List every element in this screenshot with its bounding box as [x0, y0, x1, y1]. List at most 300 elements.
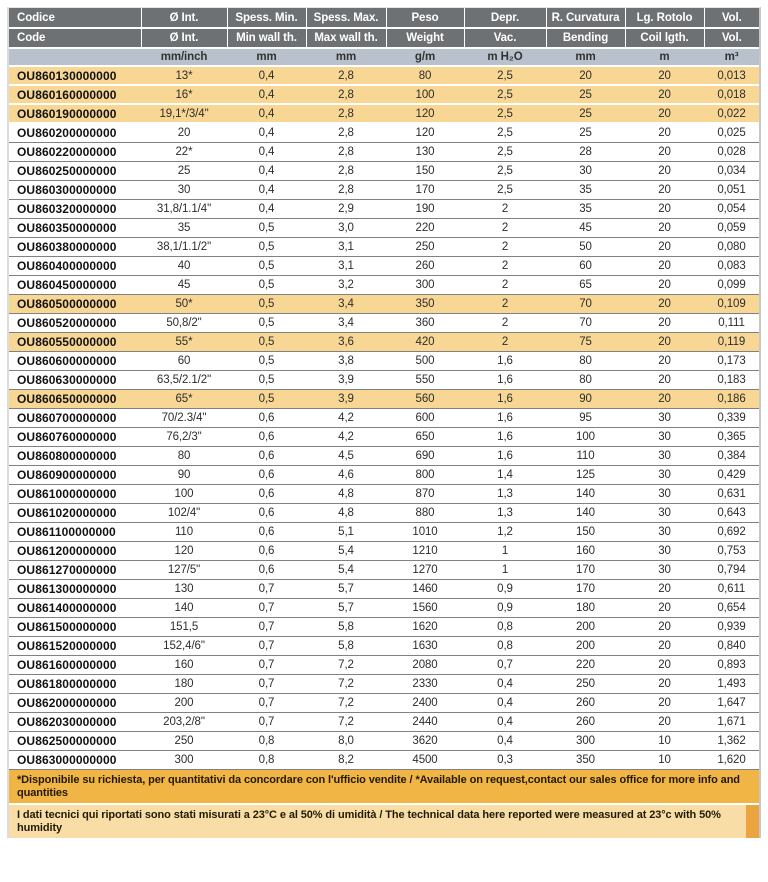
- cell-value: 70: [546, 294, 625, 313]
- cell-value: 20: [625, 370, 704, 389]
- table-row: [9, 712, 759, 731]
- cell-value: 1,6: [464, 389, 546, 408]
- cell-value: 420: [386, 332, 464, 351]
- cell-value: 30: [546, 161, 625, 180]
- cell-value: 5,1: [306, 522, 386, 541]
- cell-value: 170: [546, 560, 625, 579]
- cell-value: 200: [546, 636, 625, 655]
- cell-value: 0,018: [704, 85, 759, 104]
- cell-value: 20: [625, 218, 704, 237]
- cell-value: 140: [546, 484, 625, 503]
- cell-value: 2: [464, 313, 546, 332]
- cell-code: OU861000000000: [9, 484, 141, 503]
- cell-value: 260: [546, 693, 625, 712]
- cell-value: 1,647: [704, 693, 759, 712]
- table-row: [9, 750, 759, 769]
- cell-value: 2,5: [464, 142, 546, 161]
- cell-value: 35: [141, 218, 227, 237]
- cell-value: 0,4: [227, 123, 306, 142]
- column-header: Vac.: [464, 28, 546, 48]
- table-row: [9, 693, 759, 712]
- cell-code: OU861020000000: [9, 503, 141, 522]
- cell-value: 0,119: [704, 332, 759, 351]
- cell-code: OU860900000000: [9, 465, 141, 484]
- cell-value: 0,5: [227, 218, 306, 237]
- table-row: [9, 636, 759, 655]
- cell-value: 7,2: [306, 674, 386, 693]
- cell-value: 0,654: [704, 598, 759, 617]
- table-row: [9, 541, 759, 560]
- cell-value: 30: [625, 465, 704, 484]
- cell-value: 80: [546, 351, 625, 370]
- cell-value: 20: [625, 180, 704, 199]
- cell-value: 300: [546, 731, 625, 750]
- cell-value: 0,4: [464, 731, 546, 750]
- cell-value: 0,4: [227, 180, 306, 199]
- cell-value: 5,7: [306, 598, 386, 617]
- cell-value: 127/5": [141, 560, 227, 579]
- cell-value: 20: [625, 275, 704, 294]
- cell-value: 0,6: [227, 541, 306, 560]
- cell-value: 0,339: [704, 408, 759, 427]
- cell-value: 0,8: [227, 731, 306, 750]
- cell-code: OU860350000000: [9, 218, 141, 237]
- cell-code: OU861300000000: [9, 579, 141, 598]
- cell-value: 3,8: [306, 351, 386, 370]
- header-row-italian: [9, 8, 759, 28]
- cell-code: OU860220000000: [9, 142, 141, 161]
- cell-value: 1270: [386, 560, 464, 579]
- cell-value: 20: [625, 351, 704, 370]
- cell-value: 3,4: [306, 313, 386, 332]
- note-availability: *Disponibile su richiesta, per quantitativi da concordare con l'ufficio vendite / *Available on request,contact our sales office for more info and quantities: [9, 770, 759, 805]
- cell-value: 110: [546, 446, 625, 465]
- column-header: Max wall th.: [306, 28, 386, 48]
- cell-value: 20: [625, 123, 704, 142]
- cell-value: 0,365: [704, 427, 759, 446]
- cell-code: OU861100000000: [9, 522, 141, 541]
- cell-code: OU861400000000: [9, 598, 141, 617]
- cell-value: 500: [386, 351, 464, 370]
- cell-value: 80: [546, 370, 625, 389]
- cell-value: 0,939: [704, 617, 759, 636]
- cell-value: 20: [625, 674, 704, 693]
- cell-value: 0,893: [704, 655, 759, 674]
- cell-value: 0,173: [704, 351, 759, 370]
- cell-value: 0,8: [464, 617, 546, 636]
- cell-code: OU860380000000: [9, 237, 141, 256]
- table-row: [9, 332, 759, 351]
- cell-value: 90: [546, 389, 625, 408]
- cell-value: 20: [625, 237, 704, 256]
- cell-value: 8,2: [306, 750, 386, 769]
- cell-value: 30: [141, 180, 227, 199]
- cell-value: 28: [546, 142, 625, 161]
- cell-value: 30: [625, 503, 704, 522]
- cell-value: 250: [141, 731, 227, 750]
- cell-value: 550: [386, 370, 464, 389]
- cell-value: 38,1/1.1/2": [141, 237, 227, 256]
- cell-value: 25: [141, 161, 227, 180]
- cell-value: 0,8: [227, 750, 306, 769]
- table-row: [9, 66, 759, 85]
- cell-value: 0,4: [464, 674, 546, 693]
- cell-value: 7,2: [306, 693, 386, 712]
- cell-value: 2,8: [306, 142, 386, 161]
- cell-value: 0,794: [704, 560, 759, 579]
- cell-value: 1630: [386, 636, 464, 655]
- cell-value: 35: [546, 180, 625, 199]
- cell-value: 1,3: [464, 503, 546, 522]
- table-row: [9, 123, 759, 142]
- column-unit: m: [625, 48, 704, 66]
- cell-value: 30: [625, 484, 704, 503]
- cell-value: 5,4: [306, 560, 386, 579]
- cell-code: OU860190000000: [9, 104, 141, 123]
- cell-value: 0,6: [227, 522, 306, 541]
- cell-code: OU862000000000: [9, 693, 141, 712]
- cell-value: 1010: [386, 522, 464, 541]
- cell-value: 3,0: [306, 218, 386, 237]
- column-unit: m³: [704, 48, 759, 66]
- cell-value: 0,054: [704, 199, 759, 218]
- cell-value: 30: [625, 408, 704, 427]
- column-header: Coil lgth.: [625, 28, 704, 48]
- cell-value: 70/2.3/4": [141, 408, 227, 427]
- cell-value: 130: [141, 579, 227, 598]
- cell-value: 360: [386, 313, 464, 332]
- cell-value: 180: [141, 674, 227, 693]
- cell-value: 2,5: [464, 180, 546, 199]
- cell-value: 250: [546, 674, 625, 693]
- cell-code: OU861500000000: [9, 617, 141, 636]
- cell-value: 0,7: [227, 655, 306, 674]
- table-row: [9, 522, 759, 541]
- cell-value: 800: [386, 465, 464, 484]
- cell-value: 2: [464, 237, 546, 256]
- column-header: Depr.: [464, 8, 546, 28]
- cell-value: 152,4/6": [141, 636, 227, 655]
- cell-value: 20: [625, 712, 704, 731]
- cell-value: 200: [141, 693, 227, 712]
- cell-value: 4,8: [306, 484, 386, 503]
- cell-code: OU860250000000: [9, 161, 141, 180]
- cell-value: 0,643: [704, 503, 759, 522]
- cell-value: 2,5: [464, 85, 546, 104]
- table-row: [9, 370, 759, 389]
- cell-value: 20: [625, 655, 704, 674]
- table-row: [9, 218, 759, 237]
- cell-value: 2,8: [306, 123, 386, 142]
- cell-code: OU860160000000: [9, 85, 141, 104]
- cell-value: 25: [546, 85, 625, 104]
- cell-code: OU860520000000: [9, 313, 141, 332]
- cell-value: 0,109: [704, 294, 759, 313]
- table-header: [9, 8, 759, 66]
- cell-value: 0,7: [227, 579, 306, 598]
- cell-value: 65*: [141, 389, 227, 408]
- table-row: [9, 446, 759, 465]
- cell-value: 60: [141, 351, 227, 370]
- cell-value: 1460: [386, 579, 464, 598]
- cell-value: 160: [546, 541, 625, 560]
- cell-value: 3,2: [306, 275, 386, 294]
- cell-code: OU861800000000: [9, 674, 141, 693]
- cell-value: 560: [386, 389, 464, 408]
- cell-value: 16*: [141, 85, 227, 104]
- cell-code: OU860300000000: [9, 180, 141, 199]
- cell-value: 4,5: [306, 446, 386, 465]
- cell-value: 75: [546, 332, 625, 351]
- cell-value: 870: [386, 484, 464, 503]
- cell-value: 45: [141, 275, 227, 294]
- cell-value: 5,8: [306, 617, 386, 636]
- cell-code: OU863000000000: [9, 750, 141, 769]
- note-measurement: [9, 805, 759, 838]
- table-row: [9, 142, 759, 161]
- cell-value: 19,1*/3/4": [141, 104, 227, 123]
- cell-value: 2: [464, 294, 546, 313]
- cell-value: 4,2: [306, 427, 386, 446]
- cell-value: 1,4: [464, 465, 546, 484]
- cell-value: 1: [464, 560, 546, 579]
- cell-value: 0,4: [227, 199, 306, 218]
- table-row: [9, 161, 759, 180]
- cell-value: 2,8: [306, 161, 386, 180]
- column-header: Lg. Rotolo: [625, 8, 704, 28]
- cell-value: 3620: [386, 731, 464, 750]
- cell-value: 690: [386, 446, 464, 465]
- cell-value: 0,4: [227, 85, 306, 104]
- column-header: Bending: [546, 28, 625, 48]
- table-row: [9, 465, 759, 484]
- cell-code: OU860400000000: [9, 256, 141, 275]
- cell-value: 190: [386, 199, 464, 218]
- cell-value: 1,671: [704, 712, 759, 731]
- table-row: [9, 199, 759, 218]
- cell-value: 600: [386, 408, 464, 427]
- cell-value: 100: [546, 427, 625, 446]
- cell-value: 4,8: [306, 503, 386, 522]
- cell-value: 63,5/2.1/2": [141, 370, 227, 389]
- cell-value: 50: [546, 237, 625, 256]
- cell-value: 7,2: [306, 655, 386, 674]
- cell-value: 30: [625, 427, 704, 446]
- cell-value: 0,7: [464, 655, 546, 674]
- cell-value: 650: [386, 427, 464, 446]
- cell-value: 170: [386, 180, 464, 199]
- cell-value: 0,7: [227, 693, 306, 712]
- cell-value: 160: [141, 655, 227, 674]
- column-unit: mm: [306, 48, 386, 66]
- cell-value: 0,429: [704, 465, 759, 484]
- cell-value: 0,753: [704, 541, 759, 560]
- cell-value: 0,4: [464, 712, 546, 731]
- column-unit: g/m: [386, 48, 464, 66]
- column-header: Weight: [386, 28, 464, 48]
- column-unit: mm/inch: [141, 48, 227, 66]
- cell-value: 0,7: [227, 636, 306, 655]
- cell-value: 0,6: [227, 465, 306, 484]
- cell-value: 30: [625, 541, 704, 560]
- cell-value: 2: [464, 275, 546, 294]
- cell-value: 0,051: [704, 180, 759, 199]
- cell-code: OU860130000000: [9, 66, 141, 85]
- cell-value: 25: [546, 104, 625, 123]
- cell-value: 5,8: [306, 636, 386, 655]
- cell-value: 300: [141, 750, 227, 769]
- table-row: [9, 408, 759, 427]
- cell-value: 2,5: [464, 123, 546, 142]
- cell-code: OU860760000000: [9, 427, 141, 446]
- cell-value: 150: [386, 161, 464, 180]
- cell-value: 13*: [141, 66, 227, 85]
- note-measurement-text: I dati tecnici qui riportati sono stati misurati a 23°C e al 50% di umidità / The technical data here reported were measured at 23°c with 50% humidity: [17, 808, 721, 834]
- cell-value: 3,1: [306, 256, 386, 275]
- cell-value: 0,7: [227, 712, 306, 731]
- cell-value: 0,4: [227, 161, 306, 180]
- column-header: Code: [9, 28, 141, 48]
- table-row: [9, 655, 759, 674]
- table-row: [9, 275, 759, 294]
- table-row: [9, 313, 759, 332]
- note-right-cap-decoration: [746, 805, 759, 838]
- cell-code: OU861520000000: [9, 636, 141, 655]
- cell-value: 120: [141, 541, 227, 560]
- cell-value: 20: [625, 617, 704, 636]
- cell-value: 350: [386, 294, 464, 313]
- column-unit: m H₂O: [464, 48, 546, 66]
- cell-code: OU862030000000: [9, 712, 141, 731]
- cell-code: OU860700000000: [9, 408, 141, 427]
- column-header: Ø Int.: [141, 28, 227, 48]
- cell-value: 20: [141, 123, 227, 142]
- cell-value: 7,2: [306, 712, 386, 731]
- cell-value: 2,8: [306, 66, 386, 85]
- cell-value: 0,9: [464, 598, 546, 617]
- cell-value: 1,2: [464, 522, 546, 541]
- cell-value: 0,5: [227, 294, 306, 313]
- cell-value: 0,022: [704, 104, 759, 123]
- cell-value: 0,6: [227, 408, 306, 427]
- cell-value: 2,8: [306, 85, 386, 104]
- column-header: Peso: [386, 8, 464, 28]
- cell-value: 0,4: [227, 142, 306, 161]
- cell-value: 20: [625, 85, 704, 104]
- cell-value: 20: [625, 313, 704, 332]
- cell-value: 151,5: [141, 617, 227, 636]
- table-row: [9, 503, 759, 522]
- cell-value: 0,631: [704, 484, 759, 503]
- cell-value: 1,6: [464, 408, 546, 427]
- cell-code: OU860450000000: [9, 275, 141, 294]
- cell-value: 2: [464, 218, 546, 237]
- cell-value: 4,6: [306, 465, 386, 484]
- table-row: [9, 294, 759, 313]
- table-row: [9, 351, 759, 370]
- cell-value: 0,6: [227, 560, 306, 579]
- cell-value: 20: [625, 294, 704, 313]
- cell-value: 45: [546, 218, 625, 237]
- cell-value: 2440: [386, 712, 464, 731]
- cell-value: 35: [546, 199, 625, 218]
- cell-value: 0,028: [704, 142, 759, 161]
- cell-value: 20: [625, 579, 704, 598]
- cell-value: 120: [386, 104, 464, 123]
- table-row: [9, 579, 759, 598]
- cell-value: 20: [625, 199, 704, 218]
- cell-value: 20: [625, 636, 704, 655]
- cell-value: 0,6: [227, 484, 306, 503]
- column-unit: [9, 48, 141, 66]
- cell-code: OU860550000000: [9, 332, 141, 351]
- cell-value: 125: [546, 465, 625, 484]
- table-row: [9, 85, 759, 104]
- cell-value: 0,4: [464, 693, 546, 712]
- cell-value: 3,9: [306, 370, 386, 389]
- cell-code: OU860600000000: [9, 351, 141, 370]
- cell-value: 140: [546, 503, 625, 522]
- cell-value: 2,8: [306, 104, 386, 123]
- column-header: Ø Int.: [141, 8, 227, 28]
- cell-value: 22*: [141, 142, 227, 161]
- cell-value: 1,6: [464, 427, 546, 446]
- cell-value: 2: [464, 256, 546, 275]
- cell-value: 1,493: [704, 674, 759, 693]
- cell-value: 1560: [386, 598, 464, 617]
- cell-value: 20: [546, 66, 625, 85]
- cell-value: 0,840: [704, 636, 759, 655]
- table-row: [9, 427, 759, 446]
- cell-value: 1,3: [464, 484, 546, 503]
- column-header: Spess. Max.: [306, 8, 386, 28]
- cell-value: 0,111: [704, 313, 759, 332]
- spec-table-wrap: [7, 7, 761, 838]
- table-row: [9, 617, 759, 636]
- cell-value: 0,080: [704, 237, 759, 256]
- cell-value: 2080: [386, 655, 464, 674]
- cell-value: 10: [625, 731, 704, 750]
- cell-value: 30: [625, 522, 704, 541]
- cell-value: 0,4: [227, 66, 306, 85]
- cell-value: 0,183: [704, 370, 759, 389]
- cell-value: 90: [141, 465, 227, 484]
- cell-code: OU861270000000: [9, 560, 141, 579]
- cell-value: 80: [141, 446, 227, 465]
- cell-value: 140: [141, 598, 227, 617]
- cell-value: 20: [625, 161, 704, 180]
- cell-value: 300: [386, 275, 464, 294]
- cell-value: 0,5: [227, 275, 306, 294]
- cell-value: 1,6: [464, 446, 546, 465]
- cell-value: 0,384: [704, 446, 759, 465]
- cell-value: 880: [386, 503, 464, 522]
- cell-value: 0,059: [704, 218, 759, 237]
- cell-value: 0,3: [464, 750, 546, 769]
- cell-value: 250: [386, 237, 464, 256]
- table-row: [9, 237, 759, 256]
- cell-value: 2,8: [306, 180, 386, 199]
- cell-value: 10: [625, 750, 704, 769]
- cell-value: 100: [386, 85, 464, 104]
- table-body: [9, 66, 759, 769]
- cell-value: 1,6: [464, 351, 546, 370]
- table-row: [9, 674, 759, 693]
- cell-value: 0,5: [227, 351, 306, 370]
- column-header: Spess. Min.: [227, 8, 306, 28]
- cell-value: 55*: [141, 332, 227, 351]
- cell-value: 4500: [386, 750, 464, 769]
